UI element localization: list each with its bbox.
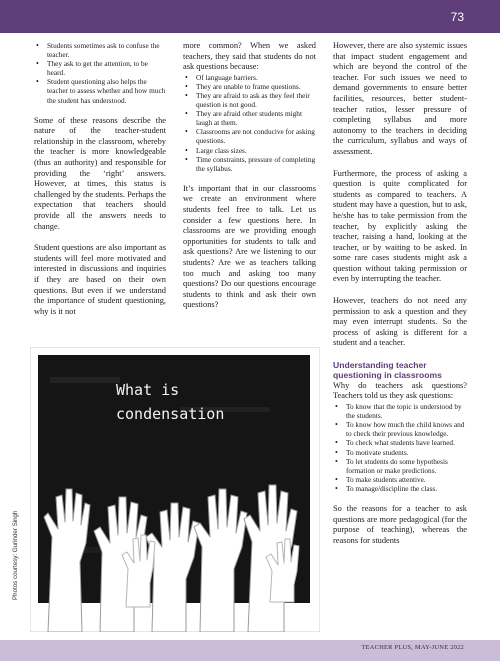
paragraph: So the reasons for a teacher to ask questions are more pedagogical (for the purpose of teaching), whereas the reasons for students — [333, 503, 467, 545]
column-3-bullet-list — [333, 402, 467, 493]
list-item: • To let students do some hypothesis formation or make predictions. — [346, 457, 467, 475]
list-item: • Students sometimes ask to confuse the teacher. — [47, 41, 166, 59]
chalk-text-line-1: What is — [116, 381, 180, 399]
list-item: • Of language barriers. — [196, 73, 316, 82]
chalk-text-line-2: condensation — [116, 405, 225, 423]
column-3 — [333, 41, 467, 546]
paragraph: However, teachers do not need any permission to ask a question and they may even interrupt students. So the process of asking is different for a student and a teacher. — [333, 296, 467, 348]
list-item: • To know that the topic is understood by the students. — [346, 402, 467, 420]
photo-credit-text: Photos courtesy: Gurinder Singh — [12, 510, 19, 600]
list-item: • They are unable to frame questions. — [196, 82, 316, 91]
list-item: • To check what students have learned. — [346, 438, 467, 447]
photo-credit — [12, 450, 24, 600]
column-1-bullet-list — [34, 41, 166, 105]
column-1 — [34, 41, 166, 317]
column-2 — [183, 41, 316, 311]
list-item: • They are afraid other students might laugh at them. — [196, 109, 316, 127]
section-heading: Understanding teacher questioning in classrooms — [333, 360, 442, 381]
page-number: 73 — [450, 10, 464, 24]
list-item: • Large class sizes. — [196, 146, 316, 155]
paragraph: more common? When we asked teachers, they said that students do not ask questions because: — [183, 41, 316, 72]
classroom-illustration — [30, 347, 320, 632]
column-2-bullet-list — [183, 73, 316, 173]
paragraph: Student questions are also important as students will feel more motivated and interested in discussions and inquiries if they are based on their own questions. But even if we understand the importance of student questioning, why is it not — [34, 243, 166, 316]
paragraph: Some of these reasons describe the nature of the teacher-student relationship in the classroom, whereby the teacher is more knowledgeable (thus an authority) and responsible for providing the ‘right’ answers. However, at times, this status is challenged by the students. Perhaps the expectation that teachers should provide all the answers needs to change. — [34, 115, 166, 231]
footer-text: TEACHER PLUS, MAY-JUNE 2022 — [361, 644, 464, 651]
list-item: • Classrooms are not conducive for asking questions. — [196, 127, 316, 145]
list-item: • They are afraid to ask as they feel their question is not good. — [196, 91, 316, 109]
list-item: • To motivate students. — [346, 448, 467, 457]
list-item: • Time constraints, pressure of completing the syllabus. — [196, 155, 316, 173]
list-item: • To make students attentive. — [346, 475, 467, 484]
paragraph: It’s important that in our classrooms we create an environment where students feel free to talk. Let us consider a few questions here. In classrooms are we providing enough opportunities for students to talk and ask questions? Are we listening to our students? Are we as teachers talking too much and asking too many questions? Do our questions encourage students to think and ask their own questions? — [183, 183, 316, 310]
list-item: • They ask to get the attention, to be heard. — [47, 59, 166, 77]
list-item: • To manage/discipline the class. — [346, 484, 467, 493]
list-item: • Student questioning also helps the teacher to assess whether and how much the student has understood. — [47, 77, 166, 104]
paragraph: Why do teachers ask questions? Teachers told us they ask questions: — [333, 380, 467, 401]
list-item: • To know how much the child knows and to check their previous knowledge. — [346, 420, 467, 438]
paragraph: However, there are also systemic issues that impact student engagement and which are beyond the control of the teacher. For such issues we need to demand governments to ensure better facilities, resources, better student-teacher ratios, lesser pressure of completing syllabus and more autonomy to the teachers in deciding the curriculum, syllabus and ways of assessment. — [333, 41, 467, 156]
header-bar — [0, 0, 500, 33]
paragraph: Furthermore, the process of asking a question is quite complicated for students as compared to teachers. A student may have a question, but to ask, he/she has to take permission from the teacher, by explicitly asking the teacher, raising a hand, looking at the teacher, or by waiting to be asked. In some rare cases students might ask a question without taking permission or even by interrupting the teacher. — [333, 168, 467, 284]
